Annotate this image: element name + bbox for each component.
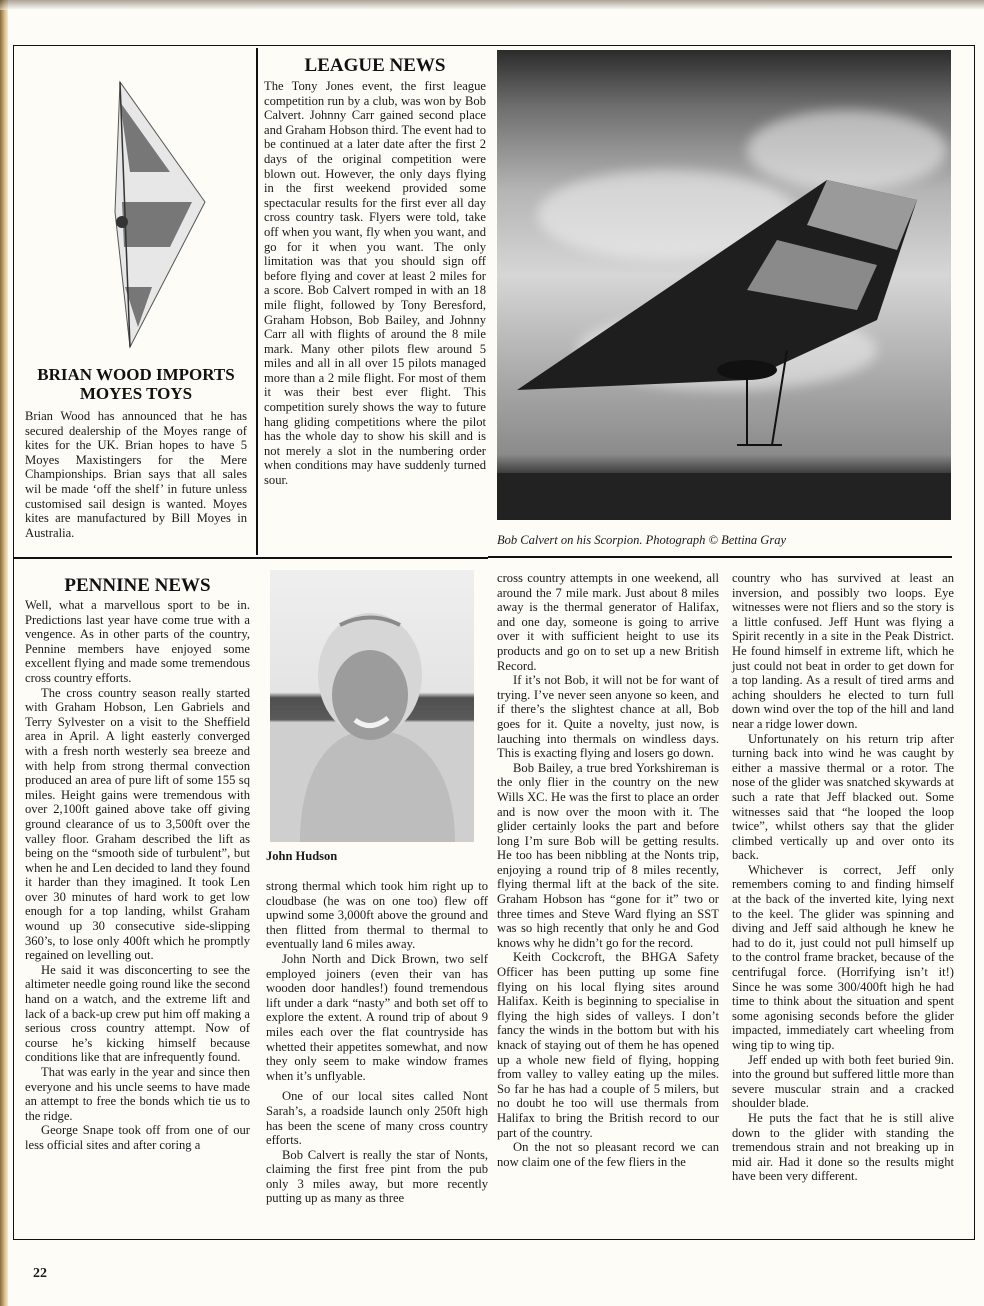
hang-glider-illustration xyxy=(20,62,250,362)
horizon-ground xyxy=(497,473,951,520)
article-paragraph: He puts the fact that he is still alive down to the glider with standing the tremendous strain and not breaking up in mid air. Had it done so the results might have been very different. xyxy=(732,1110,954,1184)
heading-line-2: MOYES TOYS xyxy=(79,384,193,403)
sweater xyxy=(300,730,455,842)
pennine-news-column-3 xyxy=(497,571,719,1169)
pennine-news-heading: PENNINE NEWS xyxy=(64,575,211,596)
article-paragraph: The Tony Jones event, the first league competition run by a club, was won by Bob Calvert. Johnny Carr gained second place and Graham Hobson third. The event had to be continued at a later date after the first 2 days of the original competition were blown out. However, the only days flying in the first weekend provided some spectacular results for the first ever all day cross country task. Flyers were told, take off when you want, fly when you want, and go for it when you want. The only limitation was that you should sign off before flying and cover at least 2 miles for a score. Bob Calvert romped in with an 18 mile flight, followed by Tony Beresford, Graham Hobson, Bob Bailey, and Johnny Carr all with flights of around the 8 mile mark. Many other pilots flew around 5 miles and all in all over 15 pilots managed more than a 2 mile flight. For most of them it was their best ever flight. This competition surely shows the way to future hang gliding competitions where the pilot has the whole day to show his skill and is not merely a slot in the numbering order when conditions may have suddenly turned sour. xyxy=(264,79,486,488)
pilot xyxy=(717,360,777,380)
page-top-shadow xyxy=(0,0,984,10)
pennine-news-column-2 xyxy=(266,879,488,1206)
page-number: 22 xyxy=(33,1266,47,1281)
photo-caption: Bob Calvert on his Scorpion. Photograph © Bettina Gray xyxy=(497,533,786,547)
article-paragraph: Bob Bailey, a true bred Yorkshireman is the only flier in the country on the new Wills XC. He was the first to place an order and is now over the moon with it. The glider certainly looks the part and before long I’m sure Bob will be getting results. He too has been nibbling at the Nonts trip, enjoying a round trip of 8 miles recently, flying thermal lift at the back of the site. Graham Hobson has “gone for it” two or three times and Steve Ward flying an SST was so high recently that only he and God knows why he didn’t go for the record. xyxy=(497,760,719,950)
glider-silhouette xyxy=(497,50,951,520)
pennine-news-column-4 xyxy=(732,571,954,1184)
league-news-heading: LEAGUE NEWS xyxy=(304,55,446,76)
article-paragraph: If it’s not Bob, it will not be for want of trying. I’ve never seen anyone so keen, and if there’s the slightest chance at all, Bob goes for it. Quite a novelty, just now, is lauching into thermals on windless days. This is exacting flying and losers go down. xyxy=(497,673,719,761)
section-divider xyxy=(13,557,488,559)
article-paragraph: On the not so pleasant record we can now claim one of the few fliers in the xyxy=(497,1140,719,1169)
pennine-news-column-1 xyxy=(25,575,250,1153)
article-paragraph: Unfortunately on his return trip after turning back into wind he was caught by either a massive thermal or a rotor. The nose of the glider was snatched skywards at such a rate that Jeff blacked out. Some witnesses said that “he looped the loop twice”, whilst others say that the glider climbed vertically up and over onto its back. xyxy=(732,731,954,863)
article-paragraph: Keith Cockcroft, the BHGA Safety Officer has been putting up some fine flying on his local flying sites around Halifax. Keith is beginning to specialise in flying the high sides of valleys. I don’t fancy the winds in the bottom but with his knack of staying out of them he has opened up a whole new field of flying, hopping from valley to valley eating up the miles. So far he has had a couple of 5 milers, but no doubt he too will use thermals from Halifax to bring the British record to our part of the country. xyxy=(497,950,719,1140)
article-paragraph: Whichever is correct, Jeff only remembers coming to and finding himself at the back of the inverted kite, lying next to the keel. The glider was spinning and diving and Jeff said although he knew he had to do it, just could not pull himself up to the control frame bracket, because of the centrifugal force. (Horrifying isn’t it!) Since he was some 300/400ft high he had time to think about the situation and spent some agonising seconds before the glider impacted, immediately cart wheeling from wing tip to wing tip. xyxy=(732,862,954,1052)
article-paragraph: strong thermal which took him right up to cloudbase (he was on one too) flew off upwind some 3,000ft above the ground and then flitted from thermal to thermal to eventually land 6 miles away. xyxy=(266,879,488,952)
article-paragraph: country who has survived at least an inversion, and possibly two loops. Eye witnesses were not fliers and so the story is a little confused. Jeff Hunt was flying a Spirit recently in a site in the Peak District. He found himself in extreme lift, which he just could not beat in order to get down for a top landing. As a result of tired arms and aching shoulders he elected to turn full down wind over the top of the hill and land near a ridge lower down. xyxy=(732,571,954,731)
column-divider-top xyxy=(256,48,258,555)
portrait-photo-john-hudson xyxy=(270,570,474,842)
brian-wood-heading xyxy=(25,365,247,403)
article-paragraph: Bob Calvert is really the star of Nonts, claiming the first free pint from the pub only 3 miles away, but more recently putting up as many as three xyxy=(266,1147,488,1206)
article-paragraph: One of our local sites called Nont Sarah’s, a roadside launch only 250ft high has been the scene of many cross country efforts. xyxy=(266,1089,488,1148)
article-paragraph: Well, what a marvellous sport to be in. Predictions last year have come true with a vengence. As in other parts of the country, Pennine members have enjoyed some excellent flying and made some tremendous cross country efforts. xyxy=(25,598,250,685)
article-paragraph: cross country attempts in one weekend, all around the 7 mile mark. Just about 8 miles away is the thermal generator of Halifax, and one day, someone is going to arrive over it with sufficient height to use its products and go on to set up a new British Record. xyxy=(497,571,719,673)
article-paragraph: Brian Wood has announced that he has secured dealership of the Moyes range of kites for the UK. Brian hopes to have 5 Moyes Maxistingers for the Mere Championships. Brian says that all sales wil be made ‘off the shelf’ in future unless customised sail design is wanted. Moyes kites are manufactured by Bill Moyes in Australia. xyxy=(25,409,247,540)
article-paragraph: John North and Dick Brown, two self employed joiners (even their van has wooden door handles!) found tremendous lift under a dark “nasty” and both set off to explore the extent. A round trip of about 9 miles each over the flat countryside has whetted their appetites somewhat, and now they only seem to make window frames when it’s unflyable. xyxy=(266,951,488,1083)
glider-photo-bob-calvert xyxy=(497,50,951,520)
portrait-caption: John Hudson xyxy=(266,849,338,863)
brian-wood-article xyxy=(25,365,247,540)
article-paragraph: He said it was disconcerting to see the altimeter needle going round like the second hand on a watch, and the extreme lift and lack of a back-up crew put him off making a serious cross country attempt. Now of course he’s kicking himself because conditions like that are infrequently found. xyxy=(25,962,250,1065)
league-news-article xyxy=(264,55,486,488)
article-paragraph: George Snape took off from one of our less official sites and after coring a xyxy=(25,1123,250,1152)
caption-rule xyxy=(488,556,952,558)
article-paragraph: Jeff ended up with both feet buried 9in. into the ground but suffered little more than severe muscular strain and a cracked shoulder blade. xyxy=(732,1052,954,1111)
portrait-figure xyxy=(270,570,474,842)
page-spine-edge xyxy=(0,0,8,1306)
article-paragraph: That was early in the year and since then everyone and his uncle seems to have made an attempt to free the bonds which tie us to the ridge. xyxy=(25,1065,250,1123)
heading-line-1: BRIAN WOOD IMPORTS xyxy=(37,365,235,384)
article-paragraph: The cross country season really started with Graham Hobson, Len Gabriels and Terry Sylvester on a visit to the Sheffield area in April. A light easterly converged with a fresh north westerly sea breeze and with help from strong thermal convection produced an area of pure lift of some 155 sq miles. Height gains were tremendous with over 2,100ft gained above take off giving ground clearance of us to 3,500ft over the valley floor. Graham described the lift as being on the “smooth side of turbulent”, but when he and Len decided to land they found it harder than they imagined. It took Len over 30 minutes of hard work to get low enough for a top landing, whilst Graham wound up 30 consecutive side-slipping 360’s, to lose only 400ft which he promptly regained on levelling out. xyxy=(25,685,250,963)
kite-pilot xyxy=(116,216,128,228)
